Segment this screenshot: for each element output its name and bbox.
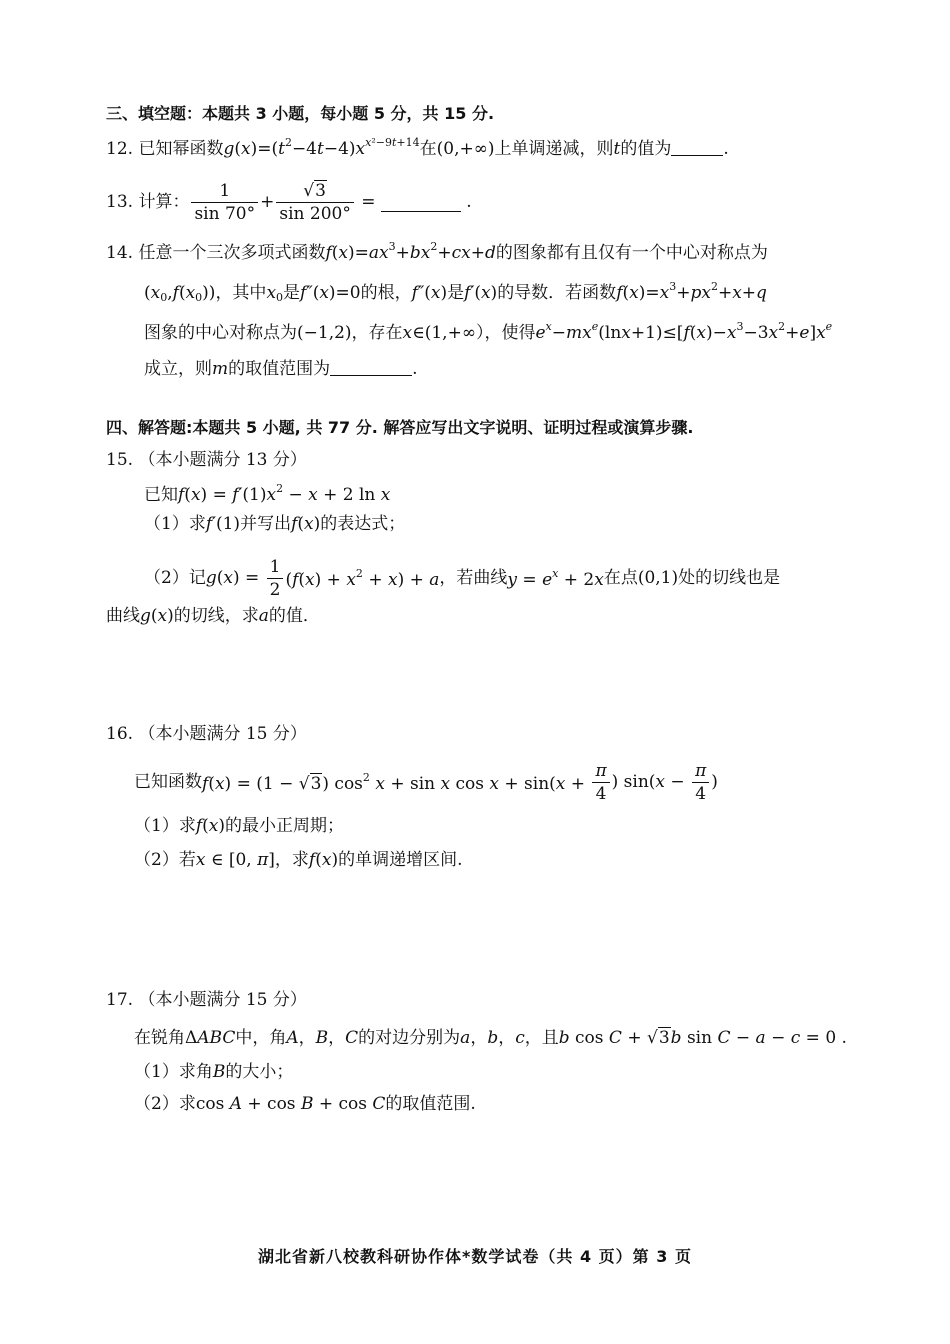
q14-number: 14. (106, 243, 134, 263)
q16-p2-text-b: ，求 (274, 850, 309, 870)
q16-p1-text-b: 的最小正周期； (225, 816, 344, 836)
q13-fraction-2: $\frac{√3}{\sin 200^\circ}$ (276, 180, 353, 225)
q15-gx-2: g(x) (140, 606, 174, 626)
q15-number: 15. (106, 450, 134, 470)
q17-triangle: ΔABC (185, 1028, 236, 1048)
q16-interval: x ∈ [0, π] (195, 850, 275, 870)
q15-curve: $y = e^x + 2x$ (507, 567, 604, 591)
q15-p2-text-g: 的值． (268, 606, 320, 626)
page-footer: 湖北省新八校教科研协作体*数学试卷（共 4 页）第 3 页 (258, 1247, 692, 1266)
q14-text-c: ，其中 (215, 283, 267, 303)
q15-a: a (258, 606, 269, 626)
q16-fx-2: f(x) (308, 850, 339, 870)
question-16-part-1 (134, 816, 344, 836)
question-17-stem (134, 1028, 847, 1048)
q15-half: $\frac{1}{2}$ (267, 556, 284, 601)
q14-text: 任意一个三次多项式函数 (138, 243, 326, 263)
q14-text-e: 的根， (360, 283, 412, 303)
q14-m: m (212, 359, 229, 379)
q17-sides: a，b，c (460, 1028, 525, 1048)
q14-func: $f(x)=x^3+px^2+x+q$ (616, 280, 767, 303)
q15-p2-text: （2）记 (144, 568, 206, 589)
q16-p1-text: （1）求 (134, 816, 196, 836)
q12-interval: (0,+∞) (436, 139, 495, 159)
q14-text-d: 是 (283, 283, 301, 303)
q14-x0: $x_0$ (266, 283, 284, 304)
q15-given-label: 已知 (144, 485, 178, 505)
q17-angles: A，B，C (286, 1028, 359, 1048)
q12-text-c: 上单调递减，则 (494, 139, 614, 159)
q14-text-l: 的取值范围为 (228, 359, 331, 379)
question-16-header (106, 724, 307, 744)
question-14-line-4: 成立，则m的取值范围为 . (144, 359, 418, 379)
q12-var: t (613, 139, 621, 159)
q15-p1-text-c: 的表达式； (320, 514, 406, 534)
q15-p2-text-e: 曲线 (106, 606, 140, 626)
q15-p2-text-b: ，若曲线 (439, 568, 508, 589)
q15-p2-text-d: 处的切线也是 (678, 568, 781, 589)
q12-number: 12. (106, 139, 134, 159)
q14-domain: x∈(1,+∞ (402, 323, 476, 343)
q15-p2-text-c: 在点 (603, 568, 638, 589)
q16-given-label: 已知函数 (134, 772, 202, 793)
q14-fpp: f″(x) (411, 283, 448, 303)
q13-answer-blank (381, 194, 461, 212)
q17-p2-text: （2）求 (134, 1094, 196, 1114)
q15-function: $f(x) = f'(1)x^2 - x + 2$ ln x (178, 482, 391, 505)
q14-text-f: 是 (447, 283, 465, 303)
q17-p2-text-b: 的取值范围. (385, 1094, 476, 1114)
q13-fraction-1: $\frac{1}{\sin 70^\circ}$ (191, 180, 258, 225)
question-12: 12. 已知幂函数$g(x)=(t^2-4t-4)x^{x^2-9t+14}$在(0,+∞)上单调递减，则t的值为 . (106, 136, 729, 159)
q14-text-j: ），使得 (475, 323, 536, 343)
q14-text-b: 的图象都有且仅有一个中心对称点为 (495, 243, 768, 263)
q12-text: 已知幂函数 (138, 139, 224, 159)
q14-center: $(x_0,f(x_0))$ (144, 283, 216, 304)
q15-fp1: f′(1) (205, 514, 241, 534)
question-17-part-1 (134, 1062, 293, 1082)
question-17-header (106, 990, 307, 1010)
section-3-title: 三、填空题：本题共 3 小题，每小题 5 分，共 15 分. (106, 104, 495, 123)
question-14-line-2 (144, 280, 767, 304)
q12-text-d: 的值为 (620, 139, 672, 159)
question-14-line-1 (106, 240, 768, 263)
question-16-part-2 (134, 850, 462, 870)
q15-fx: f(x) (291, 514, 321, 534)
q17-cos-sum: cos A + cos B + cos C (195, 1094, 386, 1114)
q14-inequality: $e^x-mx^e(\ln x+1)\le[f(x)-x^3-3x^2+e]x^e$ (535, 320, 833, 343)
question-17-part-2 (134, 1094, 476, 1114)
question-15-part-2 (144, 556, 780, 601)
q14-text-h: 图象的中心对称点为 (144, 323, 297, 343)
q14-fpp-eq: f″(x)=0 (300, 283, 361, 303)
q15-p1-text: （1）求 (144, 514, 206, 534)
question-15-header (106, 450, 307, 470)
q12-answer-blank (671, 138, 723, 156)
q17-p1-text: （1）求角 (134, 1062, 213, 1082)
q17-score: （本小题满分 15 分） (138, 990, 307, 1010)
q14-point: (−1,2) (297, 323, 352, 343)
question-13: 13. 计算： $\frac{1}{\sin 70^\circ}$ + $\frac{√3}{\sin 200^\circ}$ = . (106, 181, 472, 225)
q15-gx: g(x) = (205, 568, 265, 589)
q14-answer-blank (330, 358, 412, 376)
q15-score: （本小题满分 13 分） (138, 450, 307, 470)
q17-p1-text-b: 的大小； (225, 1062, 294, 1082)
q17-number: 17. (106, 990, 134, 1010)
question-15-given (144, 482, 390, 505)
q14-cubic: $f(x)=ax^3+bx^2+cx+d$ (325, 240, 496, 263)
q14-text-i: ，存在 (351, 323, 403, 343)
q16-p2-text-c: 的单调递增区间. (338, 850, 463, 870)
q17-text: 在锐角 (134, 1028, 185, 1048)
q17-text-c: 的对边分别为 (358, 1028, 461, 1048)
section-4-title: 四、解答题:本题共 5 小题, 共 77 分. 解答应写出文字说明、证明过程或演算步骤. (106, 418, 694, 437)
q16-number: 16. (106, 724, 134, 744)
q17-condition: b cos C + √3b sin C − a − c = 0 . (558, 1028, 847, 1048)
q16-p2-text: （2）若 (134, 850, 196, 870)
q16-fx: f(x) (195, 816, 225, 836)
q14-fp: f′(x) (464, 283, 498, 303)
question-15-part-2-cont (106, 606, 320, 626)
q16-pi-over-4-b: $\frac{\pi}{4}$ (692, 760, 709, 805)
q14-text-k: 成立，则 (144, 359, 212, 379)
q17-B: B (212, 1062, 226, 1082)
q13-label: 计算： (138, 192, 190, 213)
q15-p1-text-b: 并写出 (240, 514, 292, 534)
q12-text-b: 在 (419, 139, 437, 159)
q12-formula: $g(x)=(t^2-4t-4)x^{x^2-9t+14}$ (223, 136, 420, 159)
q14-text-g: 的导数．若函数 (497, 283, 617, 303)
q15-g-def: $(f(x) + x^2 + x) + a$ (285, 567, 440, 591)
q13-number: 13. (106, 192, 134, 213)
q16-function: f(x) = (1 − √3) $\cos^2 x + \sin x$ cos x + sin(x + (202, 771, 591, 795)
q16-score: （本小题满分 15 分） (138, 724, 307, 744)
q17-text-d: ，且 (524, 1028, 559, 1048)
q16-pi-over-4-a: $\frac{\pi}{4}$ (592, 760, 609, 805)
question-16-given: 已知函数f(x) = (1 − √3) $\cos^2 x + \sin x$ cos x + sin(x + $\frac{\pi}{4}$ ) sin(x − $\frac{\pi}{4}$ ) (134, 761, 718, 805)
q15-point: (0,1) (637, 568, 679, 589)
q17-text-b: 中，角 (235, 1028, 287, 1048)
question-15-part-1 (144, 514, 405, 534)
question-14-line-3 (144, 320, 832, 343)
q15-p2-text-f: 的切线，求 (173, 606, 259, 626)
